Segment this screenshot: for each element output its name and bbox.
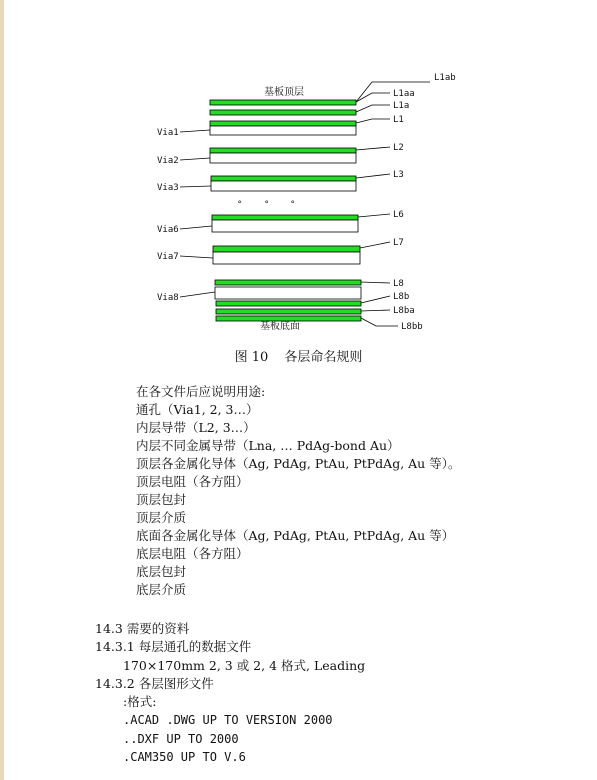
label-l1aa: L1aa bbox=[393, 89, 415, 99]
figure-caption bbox=[0, 346, 597, 365]
note-item: 底层介质 bbox=[136, 582, 187, 597]
label-via6: Via6 bbox=[157, 225, 179, 235]
notes-intro: 在各文件后应说明用途: bbox=[136, 384, 266, 399]
note-item: 顶层包封 bbox=[136, 492, 187, 507]
label-l2: L2 bbox=[393, 143, 404, 153]
note-item: 底层包封 bbox=[136, 564, 187, 579]
format-item: .CAM350 UP TO V.6 bbox=[123, 750, 246, 765]
layer-l6 bbox=[212, 215, 358, 220]
label-via8: Via8 bbox=[157, 293, 179, 303]
label-via3: Via3 bbox=[157, 183, 179, 193]
label-l8: L8 bbox=[393, 279, 404, 289]
section-14-3 bbox=[95, 620, 365, 766]
note-item: 内层不同金属导带（Lna, … PdAg-bond Au） bbox=[136, 438, 400, 453]
substrate-via7 bbox=[213, 252, 360, 264]
label-via7: Via7 bbox=[157, 252, 179, 262]
substrate-via1 bbox=[210, 126, 356, 135]
layer-l2 bbox=[210, 148, 356, 153]
substrate-via2 bbox=[210, 153, 356, 163]
label-l8bb: L8bb bbox=[401, 322, 423, 332]
label-l1: L1 bbox=[393, 115, 404, 125]
figure-number: 图 10 bbox=[234, 350, 269, 365]
layer-l8ba bbox=[216, 309, 361, 314]
note-item: 顶层各金属化导体（Ag, PdAg, PtAu, PtPdAg, Au 等）。 bbox=[136, 456, 461, 471]
label-via1: Via1 bbox=[157, 128, 179, 138]
label-l1ab: L1ab bbox=[434, 73, 456, 83]
label-l1a: L1a bbox=[393, 101, 410, 111]
ellipsis-dot: ° bbox=[264, 200, 270, 210]
label-l6: L6 bbox=[393, 210, 404, 220]
layer-naming-diagram bbox=[0, 0, 597, 345]
note-item: 底面各金属化导体（Ag, PdAg, PtAu, PtPdAg, Au 等） bbox=[136, 528, 455, 543]
label-l7: L7 bbox=[393, 238, 404, 248]
heading-14-3-2: 14.3.2 各层图形文件 bbox=[95, 675, 214, 691]
heading-14-3: 14.3 需要的资料 bbox=[95, 621, 190, 636]
note-item: 顶层电阻（各方阻） bbox=[136, 474, 249, 489]
layer-l8 bbox=[215, 280, 361, 285]
bottom-layer-label: 基板底面 bbox=[260, 321, 300, 332]
via-data-format: 170×170mm 2, 3 或 2, 4 格式, Leading bbox=[123, 657, 366, 673]
label-l8ba: L8ba bbox=[393, 306, 415, 316]
layer-l1aa bbox=[210, 100, 356, 105]
format-item: .ACAD .DWG UP TO VERSION 2000 bbox=[123, 713, 333, 728]
label-l8b: L8b bbox=[393, 292, 410, 302]
note-item: 顶层介质 bbox=[136, 510, 187, 525]
top-layer-label: 基板顶层 bbox=[264, 87, 304, 98]
substrate-via3 bbox=[211, 181, 356, 191]
layer-l1a bbox=[210, 110, 356, 115]
format-item: ..DXF UP TO 2000 bbox=[123, 731, 239, 746]
ellipsis-dot: ° bbox=[290, 200, 296, 210]
label-l3: L3 bbox=[393, 170, 404, 180]
layer-l1 bbox=[210, 121, 356, 126]
notes-block bbox=[136, 383, 460, 599]
format-label: :格式: bbox=[123, 694, 157, 710]
figure-title: 各层命名规则 bbox=[284, 350, 363, 365]
note-item: 通孔（Via1, 2, 3…） bbox=[136, 402, 259, 417]
layer-l8bb bbox=[216, 316, 361, 321]
note-item: 内层导带（L2, 3…） bbox=[136, 420, 256, 435]
ellipsis-dot: ° bbox=[237, 200, 243, 210]
substrate-via8 bbox=[215, 287, 361, 299]
heading-14-3-1: 14.3.1 每层通孔的数据文件 bbox=[95, 639, 252, 655]
layer-l8b bbox=[216, 301, 361, 306]
layer-l3 bbox=[211, 176, 356, 181]
substrate-via6 bbox=[212, 220, 358, 232]
label-via2: Via2 bbox=[157, 156, 179, 166]
layer-l7 bbox=[213, 246, 360, 252]
note-item: 底层电阻（各方阻） bbox=[136, 546, 249, 561]
